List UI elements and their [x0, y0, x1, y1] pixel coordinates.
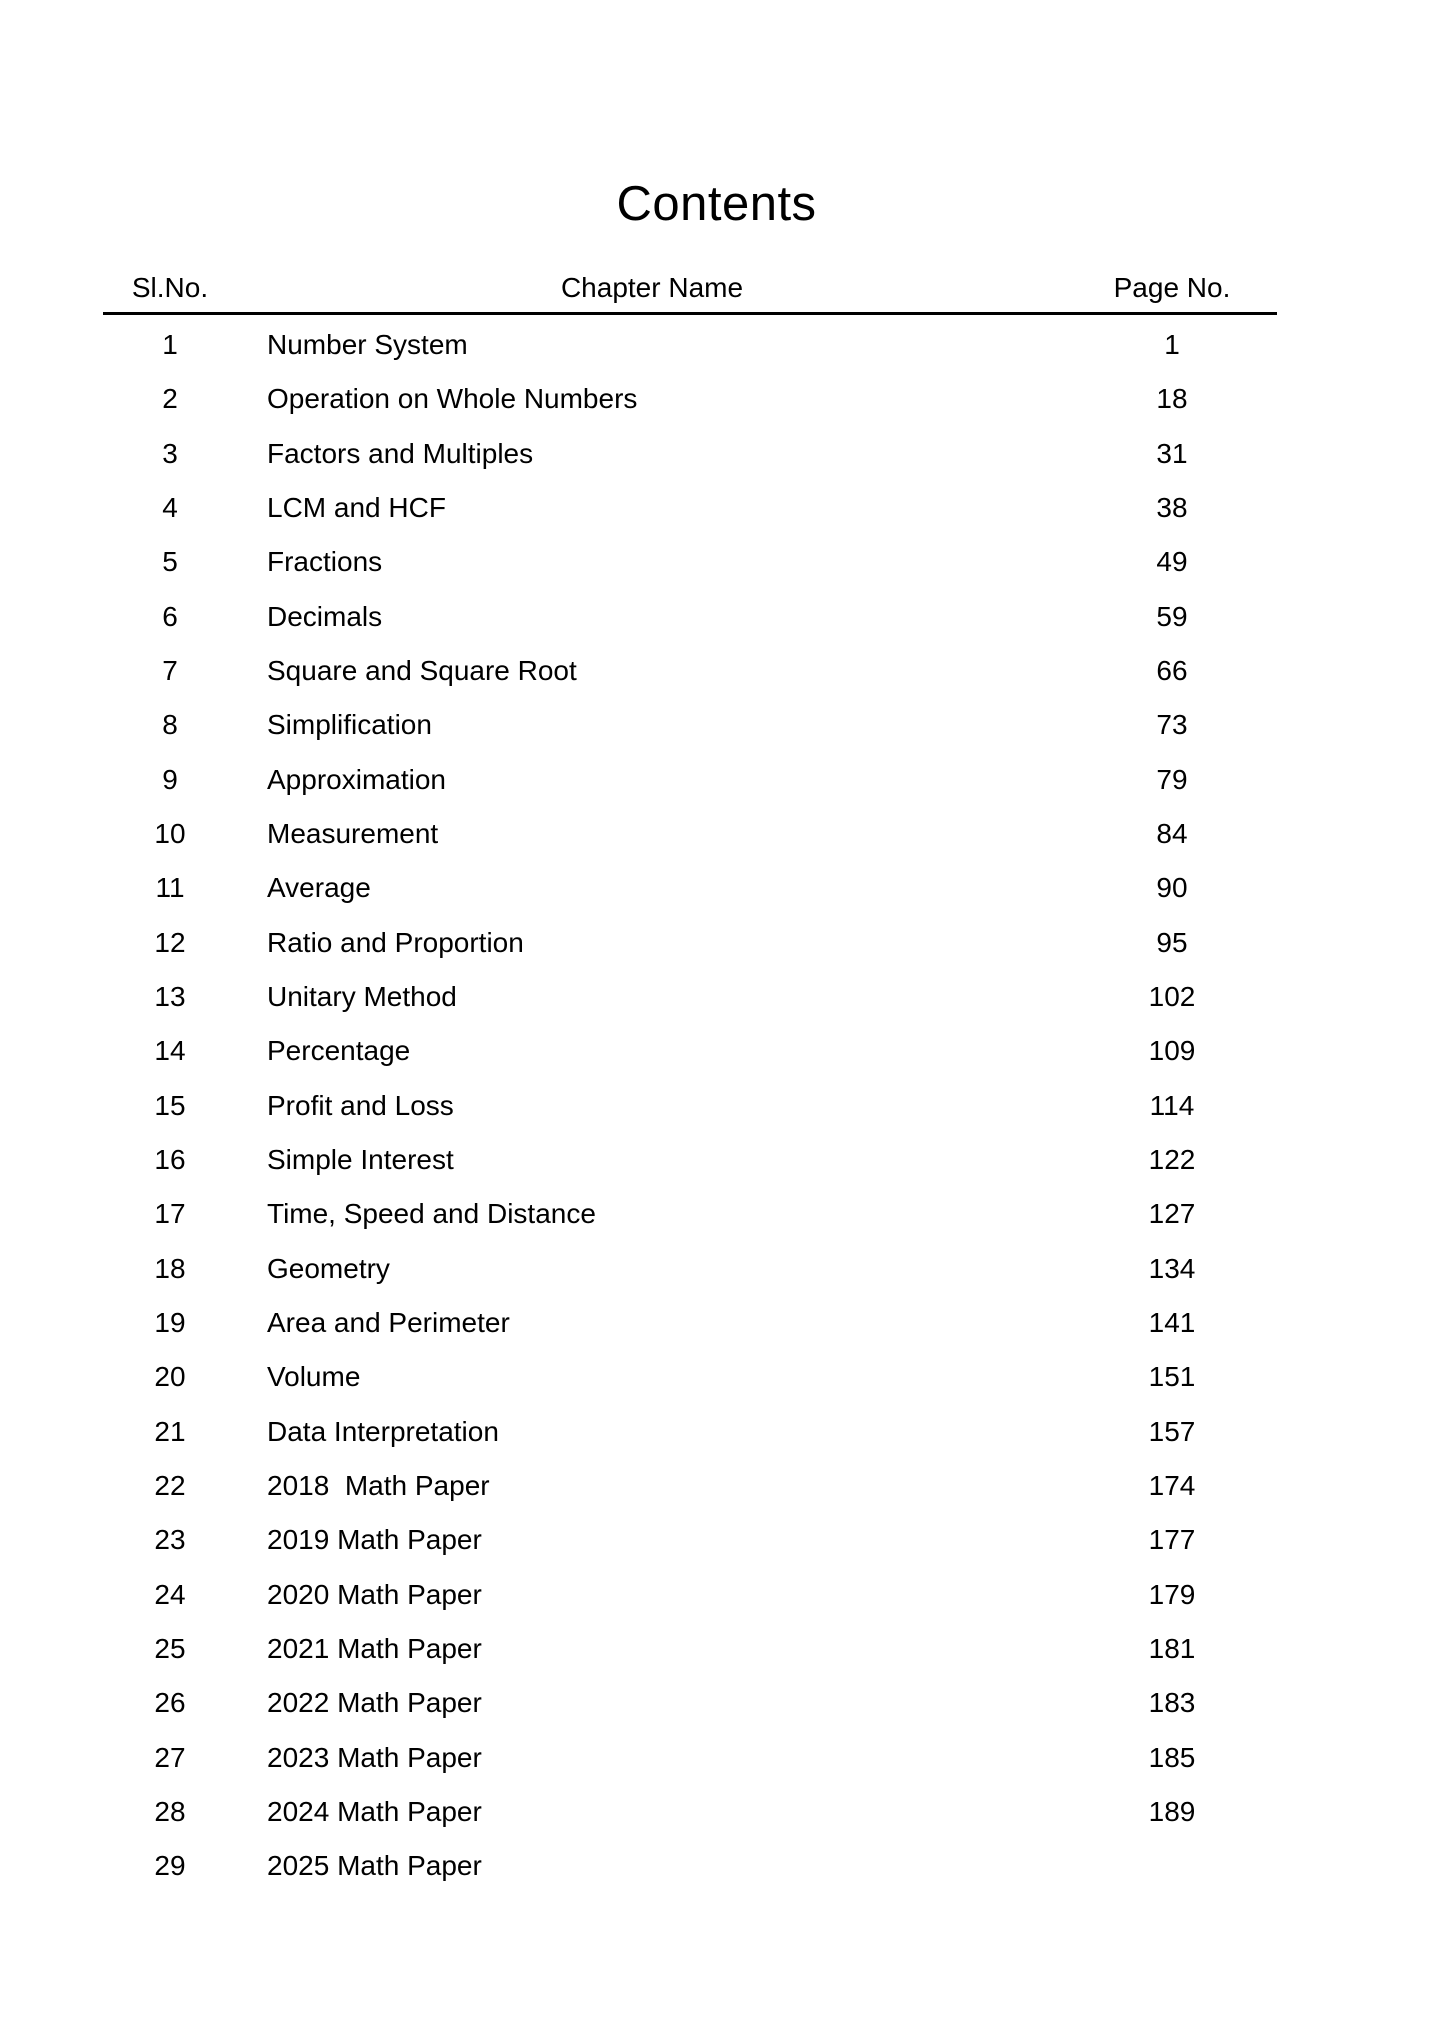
row-chapter-name: Square and Square Root — [267, 655, 577, 687]
table-row — [103, 535, 1277, 589]
row-chapter-name: LCM and HCF — [267, 492, 446, 524]
row-page-number: 59 — [1156, 600, 1188, 632]
row-page-number: 102 — [1148, 981, 1196, 1013]
row-serial-number: 29 — [154, 1850, 186, 1882]
row-page-number: 38 — [1156, 492, 1188, 524]
table-row — [103, 1242, 1277, 1296]
row-chapter-name: Volume — [267, 1361, 361, 1393]
row-serial-number: 7 — [162, 655, 178, 687]
row-chapter-name: Ratio and Proportion — [267, 926, 524, 958]
contents-table — [103, 264, 1277, 1894]
row-serial-number: 6 — [162, 600, 178, 632]
row-chapter-name: Approximation — [267, 763, 446, 795]
row-serial-number: 1 — [162, 329, 178, 361]
table-row — [103, 1839, 1277, 1893]
page-title: Contents — [616, 177, 817, 231]
row-serial-number: 10 — [154, 818, 186, 850]
row-page-number: 109 — [1148, 1035, 1196, 1067]
row-page-number: 1 — [1164, 329, 1180, 361]
table-row — [103, 753, 1277, 807]
row-chapter-name: Operation on Whole Numbers — [267, 383, 638, 415]
table-row — [103, 590, 1277, 644]
row-chapter-name: Number System — [267, 329, 468, 361]
row-page-number: 141 — [1148, 1307, 1196, 1339]
table-row — [103, 1079, 1277, 1133]
table-row — [103, 1785, 1277, 1839]
row-serial-number: 22 — [154, 1470, 186, 1502]
header-page-no: Page No. — [1113, 272, 1231, 303]
row-chapter-name: Area and Perimeter — [267, 1307, 510, 1339]
row-chapter-name: Data Interpretation — [267, 1415, 499, 1447]
table-row — [103, 1187, 1277, 1241]
row-page-number: 31 — [1156, 437, 1188, 469]
row-chapter-name: Factors and Multiples — [267, 437, 534, 469]
row-page-number: 174 — [1148, 1470, 1196, 1502]
row-chapter-name: Fractions — [267, 546, 383, 578]
header-chapter-name: Chapter Name — [560, 272, 744, 303]
row-chapter-name: 2024 Math Paper — [267, 1796, 482, 1828]
table-row — [103, 318, 1277, 372]
row-page-number: 185 — [1148, 1741, 1196, 1773]
row-serial-number: 19 — [154, 1307, 186, 1339]
row-chapter-name: 2021 Math Paper — [267, 1633, 482, 1665]
row-chapter-name: 2019 Math Paper — [267, 1524, 482, 1556]
table-row — [103, 1676, 1277, 1730]
row-page-number: 157 — [1148, 1415, 1196, 1447]
row-chapter-name: Percentage — [267, 1035, 411, 1067]
table-row — [103, 1133, 1277, 1187]
table-row — [103, 861, 1277, 915]
row-page-number: 134 — [1148, 1252, 1196, 1284]
table-row — [103, 481, 1277, 535]
row-serial-number: 13 — [154, 981, 186, 1013]
row-page-number: 122 — [1148, 1144, 1196, 1176]
row-page-number: 181 — [1148, 1633, 1196, 1665]
row-serial-number: 17 — [154, 1198, 186, 1230]
row-page-number: 84 — [1156, 818, 1188, 850]
row-serial-number: 14 — [154, 1035, 186, 1067]
row-chapter-name: 2025 Math Paper — [267, 1850, 482, 1882]
row-chapter-name: Unitary Method — [267, 981, 457, 1013]
row-page-number: 183 — [1148, 1687, 1196, 1719]
row-serial-number: 16 — [154, 1144, 186, 1176]
row-page-number: 49 — [1156, 546, 1188, 578]
row-serial-number: 21 — [154, 1415, 186, 1447]
row-serial-number: 3 — [162, 437, 178, 469]
row-serial-number: 11 — [155, 872, 185, 904]
table-row — [103, 1513, 1277, 1567]
row-serial-number: 2 — [162, 383, 178, 415]
table-row — [103, 1459, 1277, 1513]
row-serial-number: 20 — [154, 1361, 186, 1393]
row-serial-number: 8 — [162, 709, 178, 741]
row-chapter-name: Measurement — [267, 818, 439, 850]
row-chapter-name: 2022 Math Paper — [267, 1687, 482, 1719]
row-page-number: 73 — [1156, 709, 1188, 741]
table-row — [103, 1296, 1277, 1350]
row-chapter-name: Geometry — [267, 1252, 390, 1284]
table-row — [103, 1024, 1277, 1078]
header-slno: Sl.No. — [131, 272, 209, 303]
row-serial-number: 26 — [154, 1687, 186, 1719]
row-chapter-name: Decimals — [267, 600, 383, 632]
row-page-number: 177 — [1148, 1524, 1196, 1556]
table-row — [103, 1568, 1277, 1622]
table-row — [103, 916, 1277, 970]
row-serial-number: 18 — [154, 1252, 186, 1284]
row-serial-number: 12 — [154, 926, 186, 958]
row-serial-number: 4 — [162, 492, 178, 524]
table-row — [103, 1350, 1277, 1404]
table-row — [103, 1622, 1277, 1676]
table-row — [103, 807, 1277, 861]
table-row — [103, 427, 1277, 481]
row-page-number: 114 — [1149, 1089, 1195, 1121]
row-chapter-name: Average — [267, 872, 371, 904]
row-chapter-name: Profit and Loss — [267, 1089, 454, 1121]
row-chapter-name: 2018 Math Paper — [267, 1470, 490, 1502]
table-row — [103, 372, 1277, 426]
row-serial-number: 25 — [154, 1633, 186, 1665]
row-chapter-name: 2020 Math Paper — [267, 1578, 482, 1610]
row-page-number: 66 — [1156, 655, 1188, 687]
table-row — [103, 1731, 1277, 1785]
row-page-number: 179 — [1148, 1578, 1196, 1610]
row-serial-number: 24 — [154, 1578, 186, 1610]
table-header-row — [103, 264, 1277, 312]
table-body — [103, 315, 1277, 1894]
row-serial-number: 27 — [154, 1741, 186, 1773]
row-page-number: 95 — [1156, 926, 1188, 958]
row-page-number: 90 — [1156, 872, 1188, 904]
row-chapter-name: Time, Speed and Distance — [267, 1198, 596, 1230]
row-serial-number: 9 — [162, 763, 178, 795]
row-chapter-name: Simplification — [267, 709, 432, 741]
row-page-number: 79 — [1156, 763, 1188, 795]
table-row — [103, 1405, 1277, 1459]
row-serial-number: 28 — [154, 1796, 186, 1828]
row-page-number: 18 — [1156, 383, 1188, 415]
row-serial-number: 23 — [154, 1524, 186, 1556]
row-serial-number: 5 — [162, 546, 178, 578]
row-page-number: 189 — [1148, 1796, 1196, 1828]
row-serial-number: 15 — [154, 1089, 186, 1121]
table-row — [103, 698, 1277, 752]
table-row — [103, 644, 1277, 698]
table-row — [103, 970, 1277, 1024]
row-page-number: 151 — [1148, 1361, 1196, 1393]
row-chapter-name: 2023 Math Paper — [267, 1741, 482, 1773]
row-page-number: 127 — [1148, 1198, 1196, 1230]
row-chapter-name: Simple Interest — [267, 1144, 454, 1176]
